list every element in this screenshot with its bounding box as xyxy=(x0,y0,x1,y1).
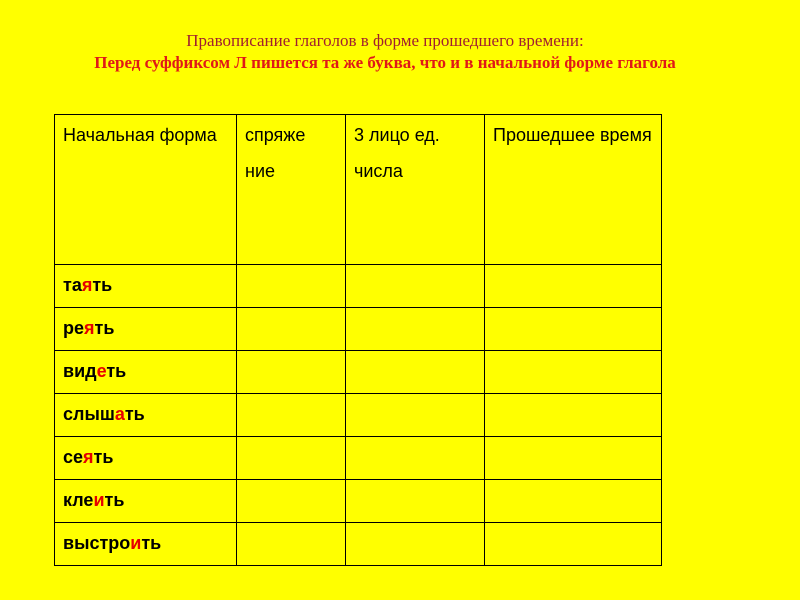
verb-cell xyxy=(55,523,237,566)
verb-cell xyxy=(55,437,237,480)
verb-highlight-letter: а xyxy=(114,404,125,424)
verb-text: кле xyxy=(63,490,94,510)
verb-text: ре xyxy=(63,318,85,338)
verb-cell xyxy=(55,351,237,394)
empty-cell[interactable] xyxy=(485,394,662,437)
title-block xyxy=(0,30,770,74)
header-third-person: 3 лицо ед. числа xyxy=(346,115,485,265)
table-row xyxy=(55,480,662,523)
verb-highlight-letter: я xyxy=(81,275,93,295)
verb-text: ть xyxy=(94,318,115,338)
empty-cell[interactable] xyxy=(346,308,485,351)
verb-text: слыш xyxy=(63,404,115,424)
empty-cell[interactable] xyxy=(346,480,485,523)
empty-cell[interactable] xyxy=(237,523,346,566)
empty-cell[interactable] xyxy=(346,394,485,437)
verb-highlight-letter: я xyxy=(84,318,95,338)
table-row xyxy=(55,394,662,437)
verb-cell xyxy=(55,265,237,308)
verb-text: се xyxy=(63,447,84,467)
empty-cell[interactable] xyxy=(346,523,485,566)
empty-cell[interactable] xyxy=(237,437,346,480)
empty-cell[interactable] xyxy=(237,394,346,437)
table-row xyxy=(55,265,662,308)
table-row xyxy=(55,523,662,566)
table-header-row xyxy=(55,115,662,265)
verb-text: ть xyxy=(92,275,113,295)
table-row xyxy=(55,308,662,351)
verb-text: выстро xyxy=(63,533,131,553)
table-row xyxy=(55,351,662,394)
verb-text: ть xyxy=(106,361,127,381)
empty-cell[interactable] xyxy=(485,437,662,480)
rule-subtitle: Перед суффиксом Л пишется та же буква, что и в начальной форме глагола xyxy=(94,53,676,72)
verb-cell xyxy=(55,308,237,351)
verb-highlight-letter: и xyxy=(130,533,142,553)
page-title: Правописание глаголов в форме прошедшего времени: xyxy=(186,31,584,50)
verb-text: ть xyxy=(141,533,162,553)
empty-cell[interactable] xyxy=(237,480,346,523)
header-conjugation: спряже ние xyxy=(237,115,346,265)
empty-cell[interactable] xyxy=(237,308,346,351)
verb-highlight-letter: и xyxy=(93,490,105,510)
verb-cell xyxy=(55,394,237,437)
empty-cell[interactable] xyxy=(237,265,346,308)
empty-cell[interactable] xyxy=(346,437,485,480)
empty-cell[interactable] xyxy=(485,308,662,351)
verb-highlight-letter: е xyxy=(96,361,107,381)
verb-cell xyxy=(55,480,237,523)
empty-cell[interactable] xyxy=(485,480,662,523)
empty-cell[interactable] xyxy=(485,523,662,566)
header-initial-form: Начальная форма xyxy=(55,115,237,265)
header-past-tense: Прошедшее время xyxy=(485,115,662,265)
empty-cell[interactable] xyxy=(237,351,346,394)
verb-text: ть xyxy=(124,404,145,424)
verb-text: та xyxy=(63,275,82,295)
verbs-table xyxy=(54,114,662,566)
empty-cell[interactable] xyxy=(346,351,485,394)
table-row xyxy=(55,437,662,480)
empty-cell[interactable] xyxy=(485,265,662,308)
verb-text: ть xyxy=(104,490,125,510)
verb-text: вид xyxy=(63,361,97,381)
empty-cell[interactable] xyxy=(485,351,662,394)
verb-highlight-letter: я xyxy=(83,447,94,467)
empty-cell[interactable] xyxy=(346,265,485,308)
verb-text: ть xyxy=(93,447,114,467)
